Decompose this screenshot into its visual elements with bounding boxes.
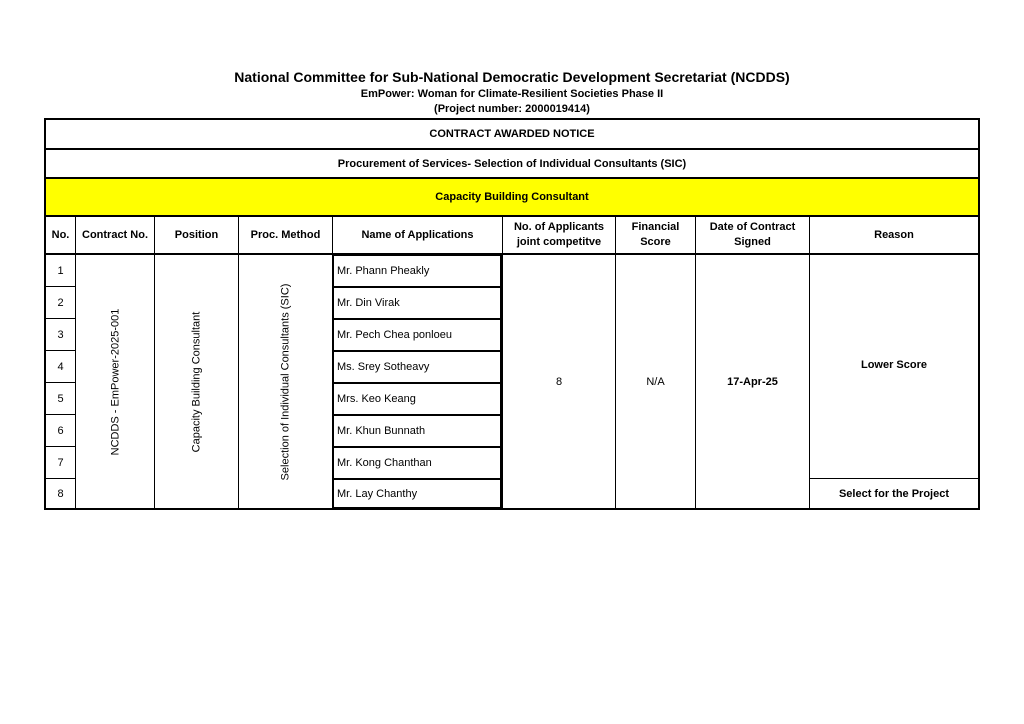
applicant-name: Ms. Srey Sotheavy — [333, 351, 503, 383]
row-number: 2 — [46, 287, 76, 319]
applicant-name: Mr. Din Virak — [333, 287, 503, 319]
header-score-line2: Score — [640, 236, 671, 248]
procurement-heading: Procurement of Services- Selection of Individual Consultants (SIC) — [46, 150, 978, 179]
applicant-name: Mr. Pech Chea ponloeu — [333, 319, 503, 351]
header-contract-no: Contract No. — [76, 217, 155, 255]
header-no-of-applicants — [503, 217, 616, 255]
header-date-signed — [696, 217, 810, 255]
date-signed-value: 17-Apr-25 — [727, 375, 778, 388]
row-number: 4 — [46, 351, 76, 383]
row-number: 1 — [46, 255, 76, 287]
proc-method-cell — [239, 255, 333, 508]
header-applicants-line2: joint competitve — [516, 236, 602, 248]
financial-score-cell — [616, 255, 696, 508]
contract-no-value: NCDDS - EmPower-2025-001 — [109, 308, 121, 455]
row-number: 7 — [46, 447, 76, 479]
notice-heading: CONTRACT AWARDED NOTICE — [46, 120, 978, 150]
document-subtitle: EmPower: Woman for Climate-Resilient Societies Phase II — [360, 88, 664, 100]
header-date-line2: Signed — [734, 236, 771, 248]
header-score-line1: Financial — [631, 221, 680, 233]
reason-selected-cell — [810, 479, 978, 508]
row-number: 5 — [46, 383, 76, 415]
applicant-name: Mr. Lay Chanthy — [333, 479, 503, 508]
applicant-name: Mrs. Keo Keang — [333, 383, 503, 415]
row-number: 6 — [46, 415, 76, 447]
contract-awarded-table — [44, 118, 980, 510]
reason-lower-value: Lower Score — [860, 358, 928, 371]
applicants-value: 8 — [555, 375, 563, 388]
reason-lower-cell — [810, 255, 978, 479]
applicants-cell — [503, 255, 616, 508]
applicant-name: Mr. Khun Bunnath — [333, 415, 503, 447]
reason-selected-value: Select for the Project — [838, 487, 950, 500]
row-number: 3 — [46, 319, 76, 351]
document-title: National Committee for Sub-National Democratic Development Secretariat (NCDDS) — [234, 69, 790, 85]
header-applicants-line1: No. of Applicants — [513, 221, 605, 233]
header-name-of-applications: Name of Applications — [333, 217, 503, 255]
project-number: (Project number: 2000019414) — [434, 103, 590, 115]
header-no: No. — [46, 217, 76, 255]
header-financial-score — [616, 217, 696, 255]
applicant-name: Mr. Phann Pheakly — [333, 255, 503, 287]
proc-method-value: Selection of Individual Consultants (SIC) — [279, 283, 292, 480]
position-value: Capacity Building Consultant — [190, 311, 203, 452]
section-heading: Capacity Building Consultant — [46, 179, 978, 217]
header-position: Position — [155, 217, 239, 255]
financial-score-value: N/A — [646, 375, 665, 388]
header-date-line1: Date of Contract — [709, 221, 796, 233]
header-proc-method: Proc. Method — [239, 217, 333, 255]
contract-no-cell — [76, 255, 155, 508]
position-cell — [155, 255, 239, 508]
header-reason: Reason — [810, 217, 978, 255]
applicant-name: Mr. Kong Chanthan — [333, 447, 503, 479]
date-signed-cell — [696, 255, 810, 508]
row-number: 8 — [46, 479, 76, 508]
